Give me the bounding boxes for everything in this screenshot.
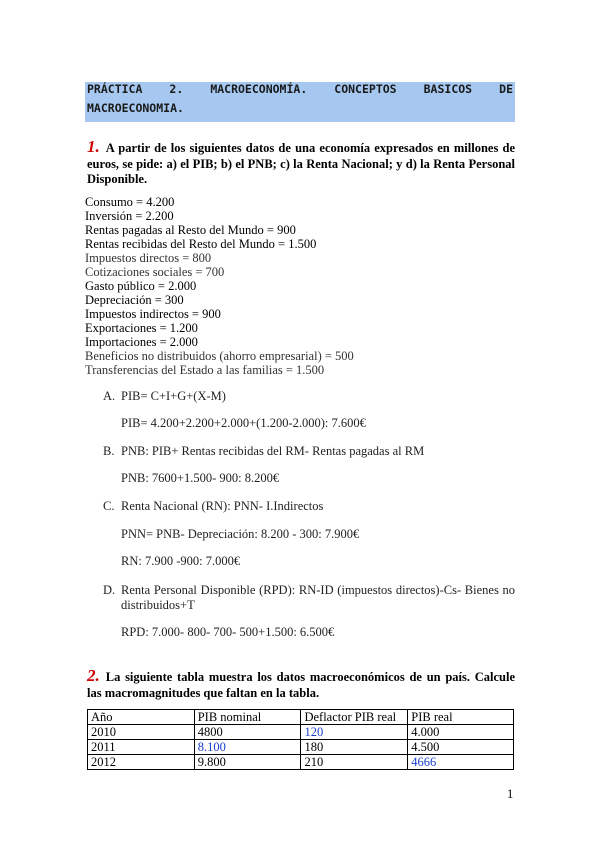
- table-cell: 4.000: [408, 725, 514, 740]
- data-item: Exportaciones = 1.200: [85, 321, 198, 335]
- page-number: 1: [507, 787, 514, 801]
- data-item: Impuestos indirectos = 900: [85, 307, 221, 321]
- table-cell-computed: 4666: [408, 755, 514, 770]
- answer-b-calc: PNB: 7600+1.500- 900: 8.200€: [121, 471, 280, 485]
- table-cell: 4800: [194, 725, 301, 740]
- table-cell: 180: [301, 740, 408, 755]
- answer-c: [103, 499, 515, 514]
- answer-c-calc-2: RN: 7.900 -900: 7.000€: [121, 554, 241, 568]
- data-item: Impuestos directos = 800: [85, 251, 212, 265]
- answer-d-heading: Renta Personal Disponible (RPD): RN-ID (impuestos directos)-Cs- Bienes no distribuidos+T: [121, 583, 515, 612]
- data-item: Consumo = 4.200: [85, 195, 175, 209]
- answer-a: [103, 389, 515, 404]
- table-cell-computed: 120: [301, 725, 408, 740]
- data-item: Gasto público = 2.000: [85, 279, 197, 293]
- question-2-text: La siguiente tabla muestra los datos macroeconómicos de un país. Calcule las macromagnitudes que faltan en la tabla.: [87, 670, 515, 700]
- answer-d-letter: D.: [103, 583, 116, 597]
- answer-c-heading: Renta Nacional (RN): PNN- I.Indirectos: [121, 499, 324, 513]
- table-cell: 2010: [88, 725, 195, 740]
- question-1-number: 1.: [87, 137, 100, 156]
- table-row: [88, 725, 514, 740]
- data-item: Rentas recibidas del Resto del Mundo = 1.500: [85, 237, 317, 251]
- answer-a-calc: PIB= 4.200+2.200+2.000+(1.200-2.000): 7.600€: [121, 416, 366, 430]
- question-1-text: A partir de los siguientes datos de una economía expresados en millones de euros, se pide: a) el PIB; b) el PNB; c) la Renta Nacional; y d) la Renta Personal Disponible.: [87, 141, 515, 186]
- data-list: [85, 195, 354, 377]
- table-header: Año: [88, 710, 195, 725]
- question-1: [87, 139, 515, 188]
- question-2-number: 2.: [87, 666, 100, 685]
- question-2: [87, 668, 515, 701]
- answer-a-heading: PIB= C+I+G+(X-M): [121, 389, 226, 403]
- table-cell-computed: 8.100: [194, 740, 301, 755]
- table-header-row: [88, 710, 514, 725]
- data-item: Inversión = 2.200: [85, 209, 174, 223]
- answer-c-letter: C.: [103, 499, 115, 513]
- answer-a-letter: A.: [103, 389, 116, 403]
- answer-d-calc: RPD: 7.000- 800- 700- 500+1.500: 6.500€: [121, 625, 335, 639]
- data-item: Importaciones = 2.000: [85, 335, 198, 349]
- data-item: Depreciación = 300: [85, 293, 184, 307]
- answer-b-letter: B.: [103, 444, 115, 458]
- table-row: [88, 740, 514, 755]
- answer-d: [103, 583, 515, 613]
- table-cell: 4.500: [408, 740, 514, 755]
- data-item: Transferencias del Estado a las familias = 1.500: [85, 363, 325, 377]
- data-item: Beneficios no distribuidos (ahorro empresarial) = 500: [85, 349, 354, 363]
- title-line-2: MACROECONOMIA.: [87, 101, 184, 115]
- page-title: [87, 80, 513, 118]
- title-line-1: PRÁCTICA 2. MACROECONOMÍA. CONCEPTOS BASICOS DE: [87, 82, 513, 96]
- answer-b-heading: PNB: PIB+ Rentas recibidas del RM- Rentas pagadas al RM: [121, 444, 425, 458]
- answer-c-calc-1: PNN= PNB- Depreciación: 8.200 - 300: 7.900€: [121, 527, 360, 541]
- table-header: PIB real: [408, 710, 514, 725]
- table-header: Deflactor PIB real: [301, 710, 408, 725]
- table-cell: 9.800: [194, 755, 301, 770]
- table-row: [88, 755, 514, 770]
- table-cell: 210: [301, 755, 408, 770]
- table-cell: 2012: [88, 755, 195, 770]
- answer-b: [103, 444, 515, 459]
- data-item: Rentas pagadas al Resto del Mundo = 900: [85, 223, 296, 237]
- data-item: Cotizaciones sociales = 700: [85, 265, 225, 279]
- table-cell: 2011: [88, 740, 195, 755]
- macro-table: [87, 709, 514, 770]
- table-header: PIB nominal: [194, 710, 301, 725]
